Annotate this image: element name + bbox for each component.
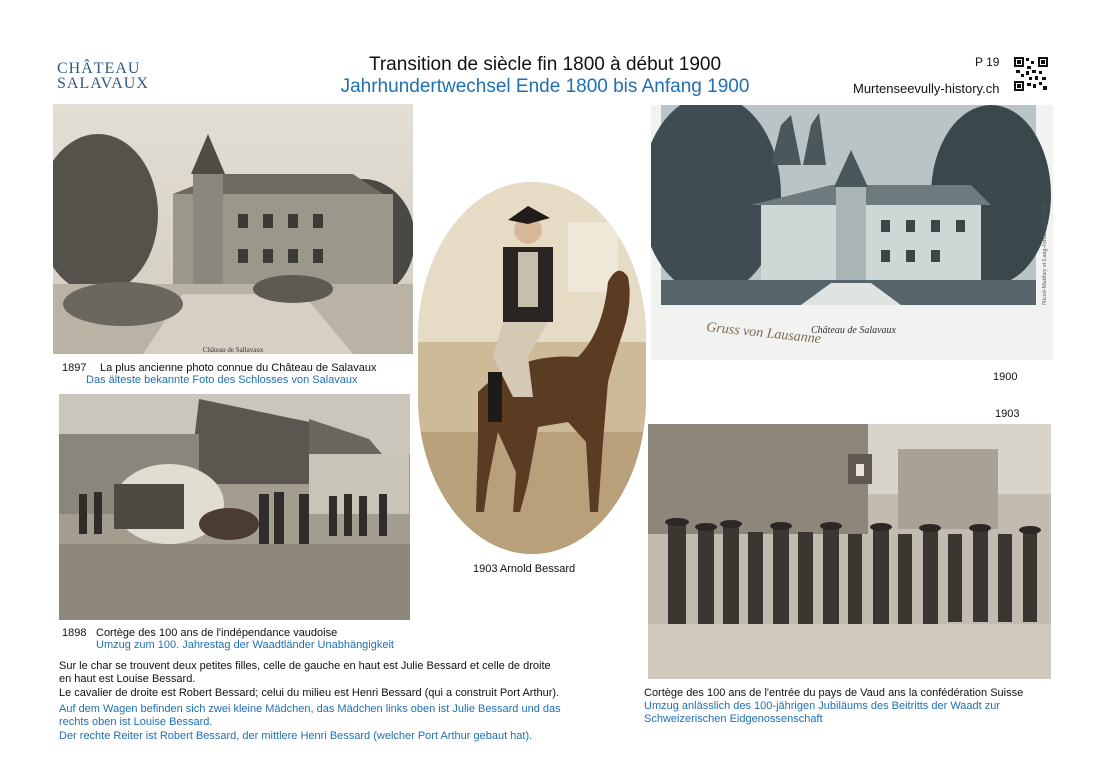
site-link[interactable]: Murtenseevully-history.ch — [853, 81, 1000, 96]
page-title-fr: Transition de siècle fin 1800 à début 1900 — [368, 54, 722, 75]
photo1-caption-fr: La plus ancienne photo connue du Château de Salavaux — [100, 362, 377, 374]
description-de-line3: Der rechte Reiter ist Robert Bessard, der mittlere Henri Bessard (welcher Port Arthur gebaut hat). — [59, 730, 533, 742]
photo5-caption-fr: Cortège des 100 ans de l'entrée du pays de Vaud ans la confédération Suisse — [644, 687, 1024, 699]
photo4-caption-de: Umzug zum 100. Jahrestag der Waadtländer Unabhängigkeit — [96, 639, 394, 651]
photo5-caption-de: Umzug anlässlich des 100-jährigen Jubiläums des Beitritts der Waadt zur Schweizerischen Eidgenossenschaft — [644, 700, 1001, 725]
description-de-line1: Auf dem Wagen befinden sich zwei kleine Mädchen, das Mädchen links oben ist Julie Bessard und das — [59, 703, 561, 715]
photo1-year: 1897 — [62, 362, 87, 374]
page-title-de: Jahrhundertwechsel Ende 1800 bis Anfang 1900 — [340, 76, 750, 97]
qr-code-icon — [1014, 57, 1048, 91]
description-fr-line1: Sur le char se trouvent deux petites filles, celle de gauche en haut est Julie Bessard et celle de droite — [59, 660, 551, 672]
photo-arnold-bessard — [418, 182, 646, 554]
description-fr-line2: en haut est Louise Bessard. — [59, 673, 196, 685]
postcard-side-text: Nicod-Matthey et Lang-Jordan, édit. Vully — [1042, 202, 1048, 305]
description-fr-line3: Le cavalier de droite est Robert Bessard; celui du milieu est Henri Bessard (qui a construit Port Arthur). — [59, 687, 560, 699]
photo2-caption: 1903 Arnold Bessard — [473, 563, 576, 575]
page-number: P 19 — [975, 55, 1000, 69]
photo-cortege-1898 — [59, 394, 410, 620]
photo1-inner-caption: Château de Sallavaux — [202, 346, 264, 354]
logo-chateau: CHÂTEAU — [57, 60, 141, 77]
photo5-year: 1903 — [995, 408, 1020, 420]
postcard-handwriting: Gruss von Lausanne — [705, 320, 822, 348]
photo-chateau-1897 — [53, 104, 413, 354]
photo3-year: 1900 — [993, 371, 1018, 383]
photo4-year: 1898 — [62, 627, 87, 639]
photo-cortege-1903 — [648, 424, 1051, 679]
logo-salavaux: SALAVAUX — [57, 75, 149, 92]
photo-postcard-1900 — [651, 105, 1053, 360]
description-de-line2: rechts oben ist Louise Bessard. — [59, 716, 213, 728]
postcard-title: Château de Salavaux — [811, 325, 896, 336]
photo4-caption-fr: Cortège des 100 ans de l'indépendance vaudoise — [96, 627, 338, 639]
photo1-caption-de: Das älteste bekannte Foto des Schlosses von Salavaux — [86, 374, 358, 386]
